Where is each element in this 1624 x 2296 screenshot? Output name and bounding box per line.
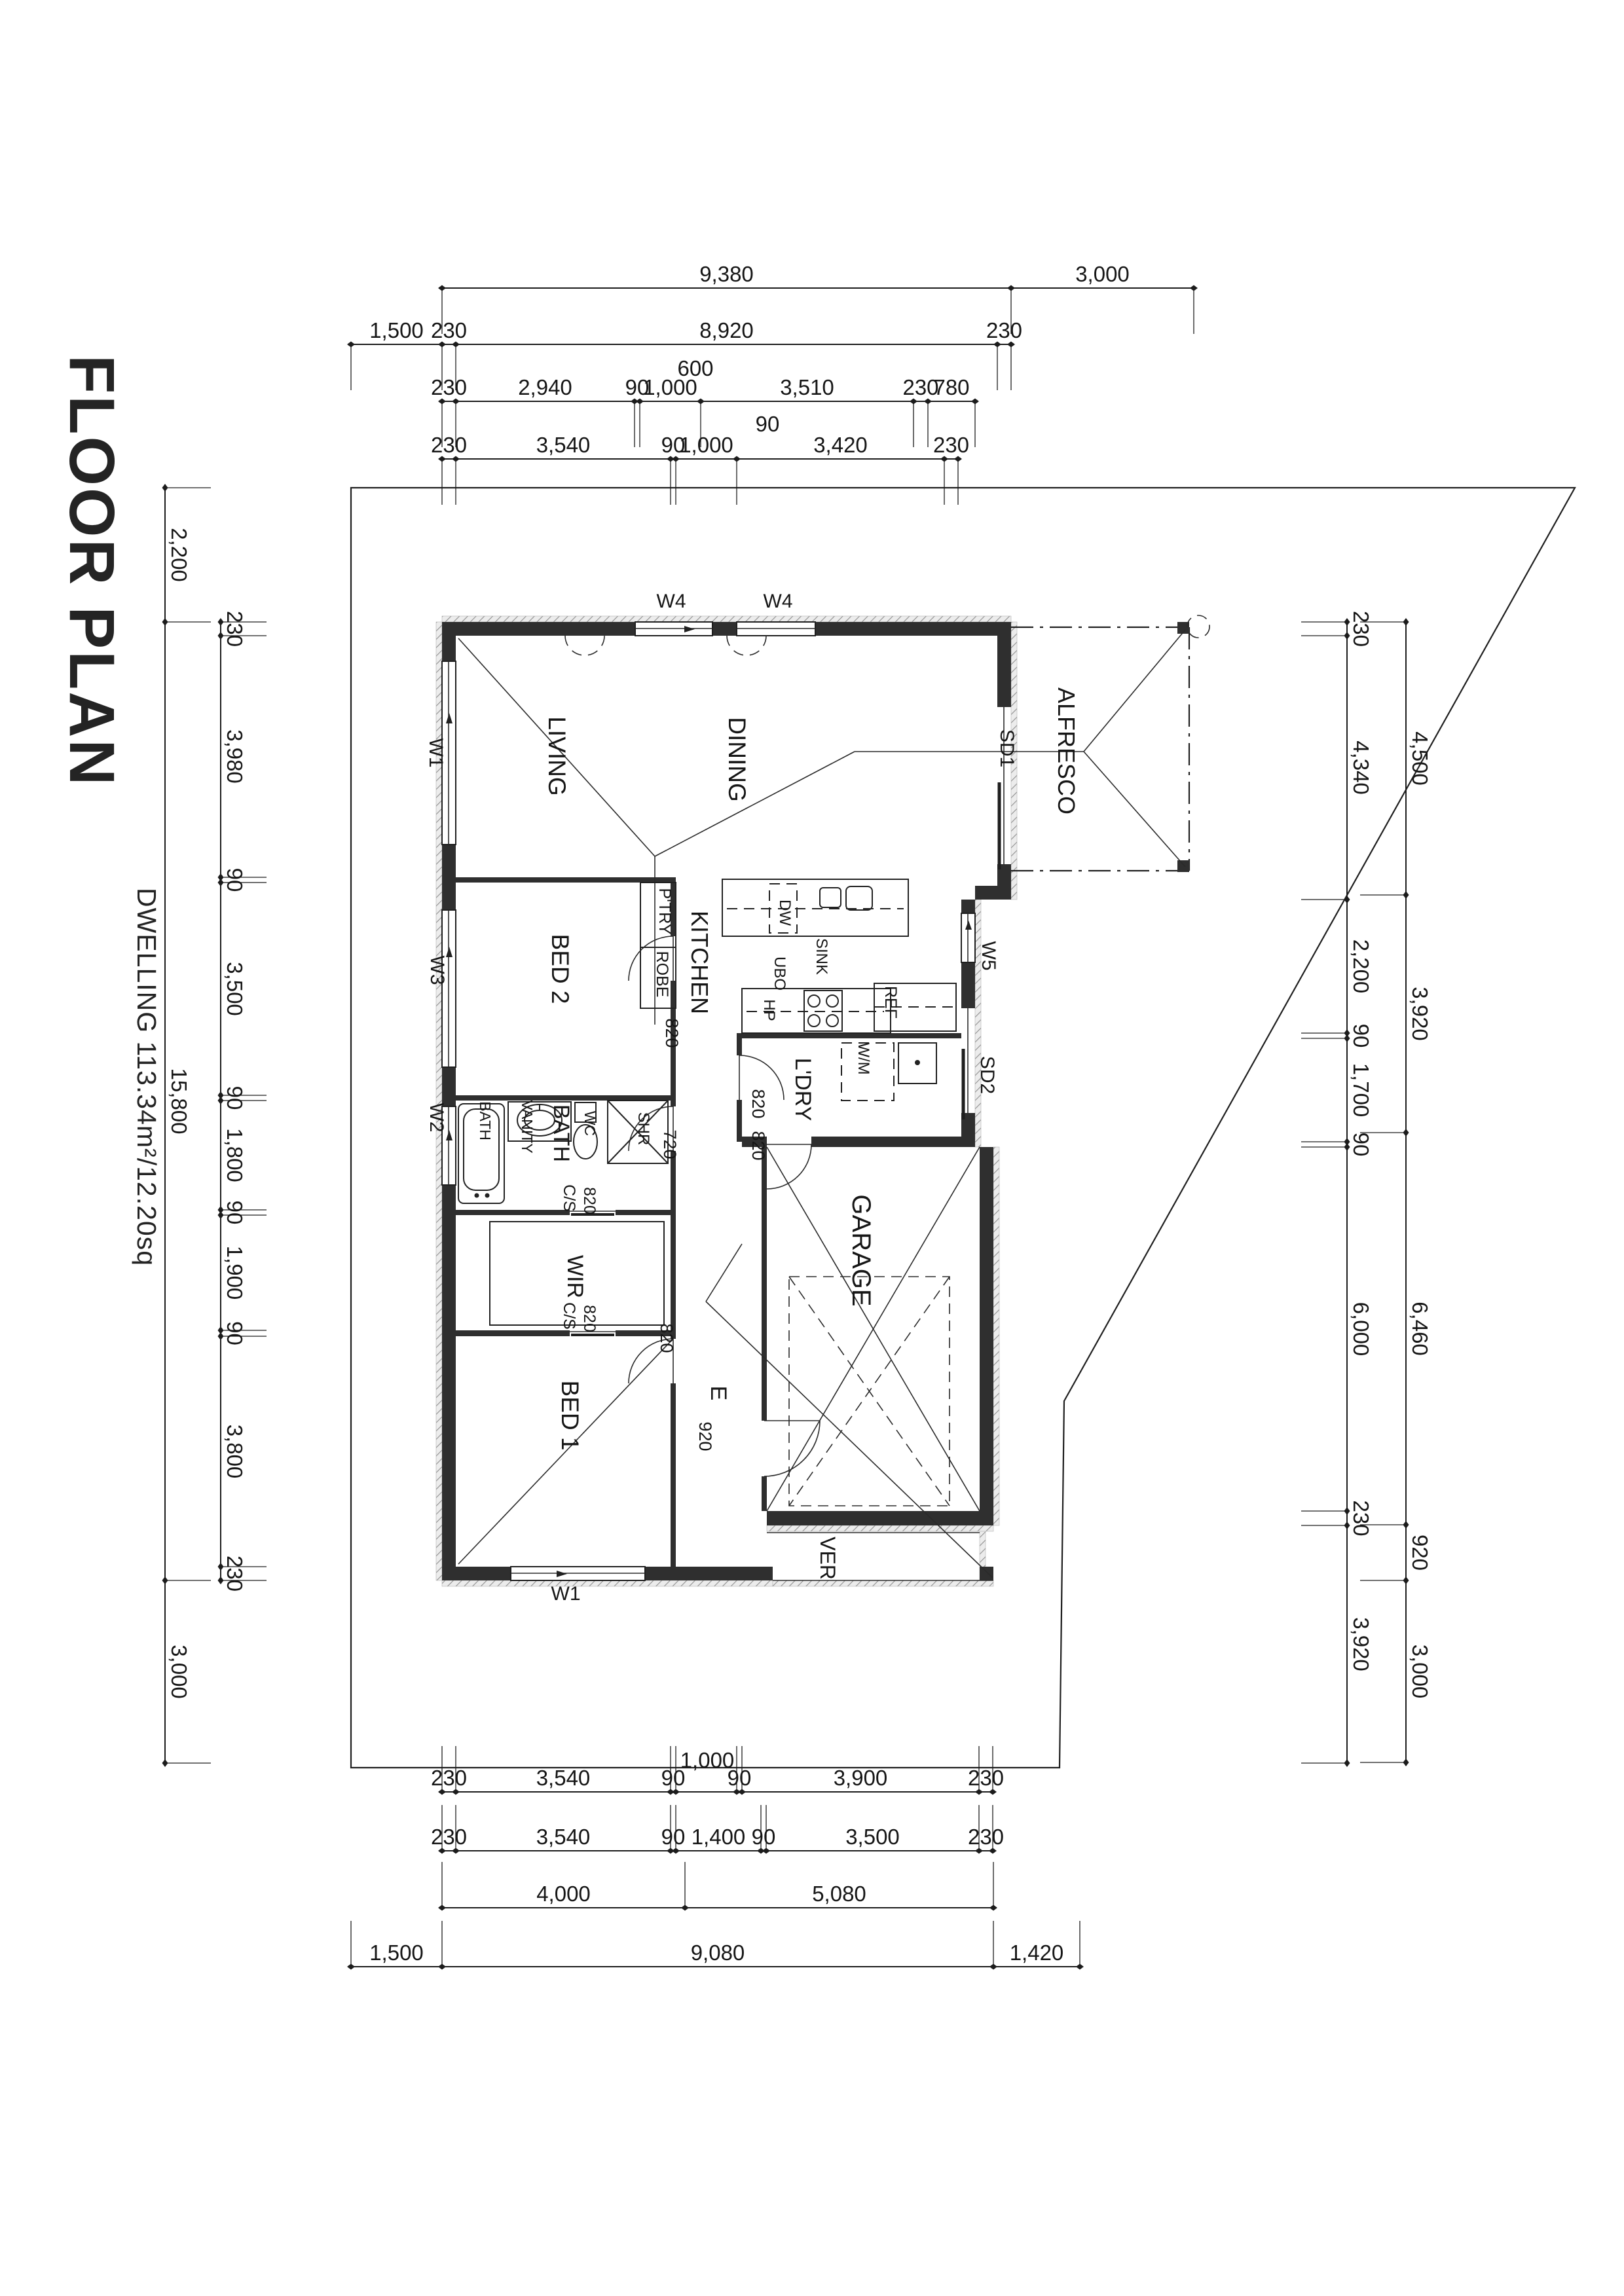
door-swings	[565, 636, 820, 1476]
alfresco-post-bottom	[1177, 860, 1189, 872]
dim-bottom-row2	[431, 1805, 1004, 1854]
label-door-820-bed2: 820	[662, 1018, 682, 1048]
dim-top-row3-label: 780	[933, 375, 970, 399]
dim-bottom-row2-label: 230	[430, 1825, 468, 1849]
kitchen-fixtures	[722, 879, 956, 1033]
label-fridge: REF	[881, 986, 900, 1019]
room-label-entry: E	[706, 1385, 731, 1401]
dim-right-inner-label: 3,920	[1349, 1617, 1373, 1671]
dim-top-row3-label: 3,510	[780, 375, 834, 399]
dim-600: 600	[677, 356, 714, 380]
room-label-verandah: VER	[816, 1537, 840, 1580]
dim-top-row3-label: 230	[902, 375, 939, 399]
dim-left-inner	[218, 611, 267, 1592]
dim-right-inner-label: 2,200	[1349, 939, 1373, 994]
dim-right-inner-label: 90	[1349, 1023, 1373, 1048]
room-label-dining: DINING	[724, 717, 750, 802]
label-window-w4-left: W4	[656, 591, 686, 612]
label-window-w2: W2	[426, 1102, 447, 1133]
dim-top-row4	[431, 433, 969, 505]
label-hotplate: HP	[760, 999, 778, 1021]
label-window-w1-living: W1	[425, 738, 447, 768]
dim-right-inner-label: 230	[1349, 610, 1373, 647]
dim-left-outer-label: 3,000	[167, 1645, 191, 1699]
dim-top-row4-label: 230	[932, 433, 970, 457]
ceiling-arc-left	[565, 636, 604, 655]
window-w4-left	[635, 622, 712, 636]
dim-bottom-row3-label: 5,080	[812, 1882, 866, 1906]
dim-left-inner-label: 1,900	[223, 1245, 247, 1300]
dim-left-inner-label: 90	[223, 1321, 247, 1345]
label-window-w5: W5	[978, 941, 999, 971]
dim-right-inner	[1301, 611, 1373, 1767]
dim-bottom-row1-label: 230	[967, 1766, 1005, 1790]
bed1-diagonal	[458, 1341, 671, 1564]
dim-left-inner-label: 1,800	[223, 1128, 247, 1182]
dim-bottom-row3	[438, 1862, 997, 1911]
room-label-bed2: BED 2	[547, 934, 574, 1004]
dim-bottom-row2-label: 3,540	[536, 1825, 591, 1849]
ceiling-arc-right	[727, 636, 766, 655]
window-w4-right	[737, 622, 815, 636]
dim-bottom-row1-label: 90	[661, 1766, 686, 1790]
label-cs-lower: C/S	[560, 1302, 578, 1330]
room-label-garage: GARAGE	[847, 1194, 876, 1307]
dim-bottom-row2-label: 1,400	[691, 1825, 746, 1849]
label-door-820-garage: 820	[748, 1131, 768, 1161]
room-label-bath: BATH	[549, 1104, 574, 1163]
dim-left-outer-label: 2,200	[167, 528, 191, 582]
dim-90-top: 90	[755, 412, 780, 436]
dim-right-inner-label: 230	[1349, 1500, 1373, 1537]
dim-bottom-row1-label: 90	[727, 1766, 752, 1790]
room-label-bed1: BED 1	[557, 1380, 583, 1451]
sliding-door-sd2	[963, 1008, 968, 1120]
dim-top-row3-label: 1,000	[643, 375, 697, 399]
sink-bowl-left	[820, 888, 841, 907]
label-sink: SINK	[813, 938, 830, 975]
label-cs-upper-size: 820	[580, 1187, 599, 1214]
label-shower: SHR	[635, 1112, 652, 1146]
label-wc: WC	[581, 1110, 599, 1137]
room-label-kitchen: KITCHEN	[686, 910, 713, 1015]
dim-top-row4-label: 3,420	[813, 433, 868, 457]
dim-top-row1-label: 3,000	[1075, 262, 1130, 286]
dim-top-row4-label: 90	[661, 433, 686, 457]
dim-left-inner-label: 230	[223, 1555, 247, 1592]
label-cs-lower-size: 820	[580, 1305, 599, 1332]
dim-bottom-row2-label: 3,500	[845, 1825, 900, 1849]
label-window-w3: W3	[426, 955, 448, 985]
label-window-w4-right: W4	[763, 591, 793, 612]
window-w5	[961, 913, 975, 962]
label-door-720-bath: 720	[660, 1129, 680, 1159]
dim-bottom-row4-label: 9,080	[690, 1941, 745, 1965]
label-door-820-bed1: 820	[657, 1323, 676, 1353]
dim-top-row3-label: 2,940	[518, 375, 572, 399]
dim-left-inner-label: 90	[223, 867, 247, 892]
label-washing-machine: W/M	[855, 1042, 872, 1075]
label-vanity: VANITY	[519, 1100, 536, 1154]
dim-bottom-row2-label: 90	[751, 1825, 776, 1849]
dim-left-inner-label: 3,500	[223, 962, 247, 1016]
label-ubo: UBO	[771, 956, 788, 991]
dim-left-inner-label: 90	[223, 1200, 247, 1225]
dim-bottom-row1-label: 3,900	[833, 1766, 888, 1790]
window-w1-bed1	[511, 1567, 645, 1580]
room-label-wir: WIR	[563, 1254, 587, 1299]
dim-bottom-row2-label: 90	[661, 1825, 686, 1849]
dim-top-row1-label: 9,380	[699, 262, 754, 286]
label-door-820-ldry: 820	[748, 1089, 768, 1119]
dim-bottom-row1-label: 3,540	[536, 1766, 591, 1790]
dim-bottom-row4-label: 1,500	[369, 1941, 424, 1965]
room-label-alfresco: ALFRESCO	[1053, 687, 1080, 815]
dim-top-row4-label: 1,000	[679, 433, 733, 457]
window-w3	[442, 910, 456, 1067]
dim-right-inner-label: 1,700	[1349, 1063, 1373, 1118]
room-label-living: LIVING	[544, 716, 570, 796]
dim-top-row4-label: 230	[430, 433, 468, 457]
label-door-920-entry: 920	[695, 1421, 715, 1451]
dim-right-outer-label: 3,000	[1408, 1644, 1432, 1699]
dim-bottom-row2-label: 230	[967, 1825, 1005, 1849]
label-slidedoor-sd2: SD2	[976, 1055, 998, 1095]
dim-top-row3-label: 230	[430, 375, 468, 399]
dim-left-inner-label: 3,980	[223, 729, 247, 784]
dim-top-row2-label: 230	[430, 318, 468, 342]
dim-top-row2-label: 230	[986, 318, 1023, 342]
dim-top-row2-label: 1,500	[369, 318, 424, 342]
dim-top-row3-label: 90	[625, 375, 650, 399]
dim-left-inner-label: 230	[223, 610, 247, 647]
dim-top-row2-label: 8,920	[699, 318, 754, 342]
dim-bottom-row1-label: 230	[430, 1766, 468, 1790]
dim-left-outer-label: 15,800	[167, 1068, 191, 1135]
dim-right-outer-label: 920	[1408, 1534, 1432, 1571]
downpipe-circle	[1187, 615, 1209, 638]
dim-1000-bottom: 1,000	[680, 1748, 735, 1772]
dim-right-inner-label: 6,000	[1349, 1302, 1373, 1357]
dim-right-outer-label: 6,460	[1408, 1302, 1432, 1356]
sliding-doors	[570, 707, 1004, 1335]
label-bathtub: BATH	[477, 1101, 494, 1140]
room-label-laundry: L'DRY	[790, 1057, 815, 1121]
dim-bottom-row3-label: 4,000	[536, 1882, 591, 1906]
label-dishwasher: DW	[776, 900, 794, 926]
dim-bottom-row4-label: 1,420	[1009, 1941, 1064, 1965]
dim-right-inner-label: 90	[1349, 1132, 1373, 1157]
dim-top-row1	[438, 262, 1198, 334]
dim-left-inner-label: 90	[223, 1085, 247, 1110]
page-title: FLOOR PLAN	[56, 355, 128, 788]
dim-left-outer	[162, 484, 212, 1767]
door-garage-internal	[767, 1144, 811, 1189]
dim-right-outer-label: 3,920	[1408, 987, 1432, 1041]
label-slidedoor-sd1: SD1	[996, 729, 1018, 768]
sink-bowl-right	[846, 886, 872, 910]
alfresco-outline	[1011, 615, 1209, 872]
label-robe: ROBE	[653, 951, 671, 998]
page-subtitle: DWELLING 113.34m²/12.20sq	[132, 888, 162, 1266]
island-bench	[722, 879, 908, 936]
dim-right-outer-label: 4,500	[1408, 731, 1432, 786]
dim-right-inner-label: 4,340	[1349, 740, 1373, 795]
dim-bottom-row4	[347, 1921, 1084, 1970]
dim-top-row4-label: 3,540	[536, 433, 591, 457]
label-window-w1-bed1: W1	[551, 1583, 581, 1605]
dim-left-inner-label: 3,800	[223, 1424, 247, 1479]
label-cs-upper: C/S	[560, 1184, 578, 1212]
label-pantry: P'TRY	[655, 888, 674, 935]
